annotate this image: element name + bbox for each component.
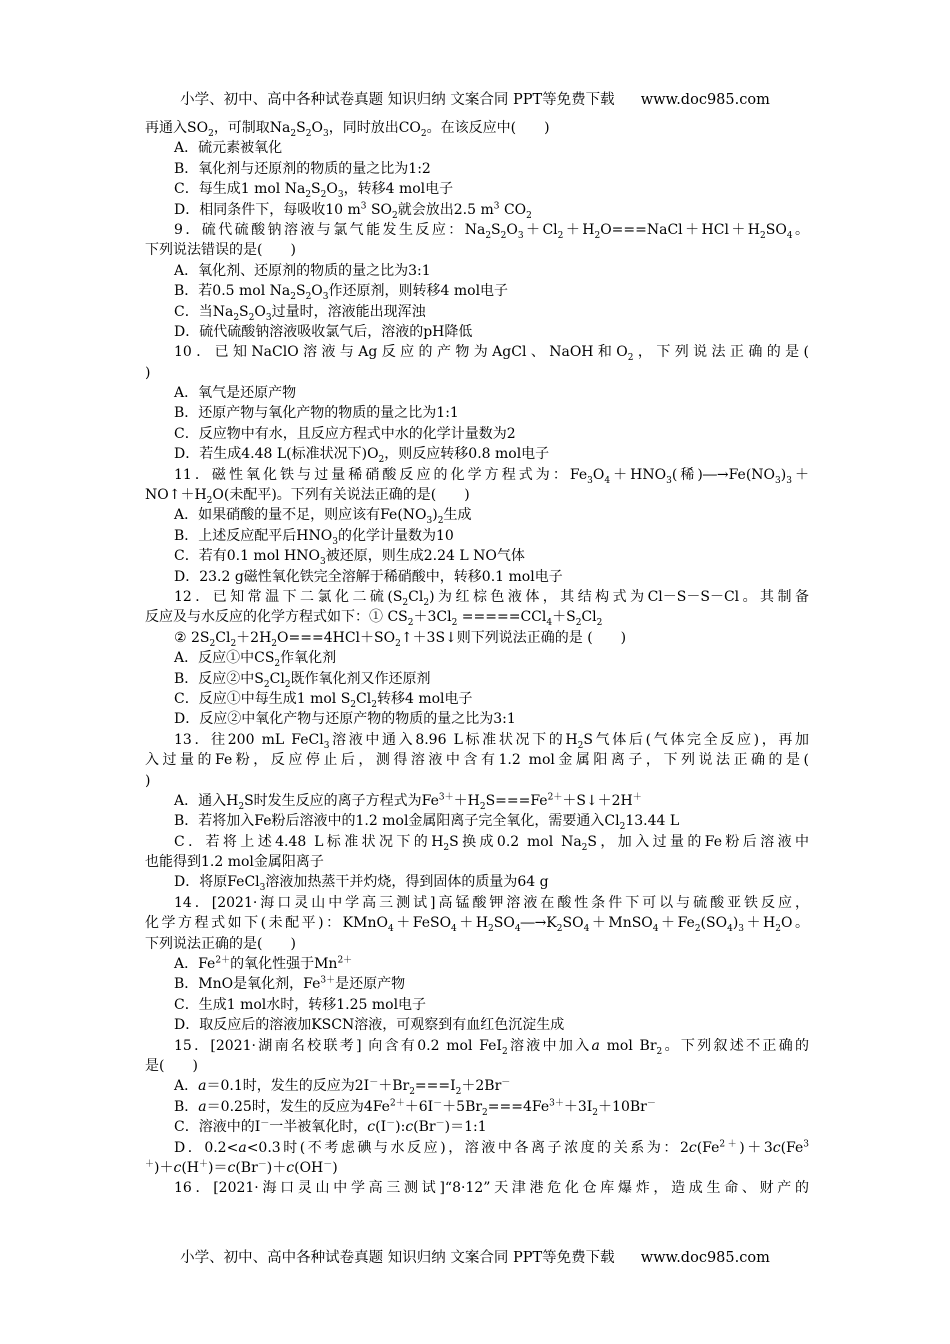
text-line: B．若0.5 mol $Na_2S_2O_3$作还原剂，则转移4 mol电子 bbox=[174, 283, 509, 302]
text-line: 再通入$SO_2$，可制取$Na_2S_2O_3$，同时放出$CO_2$。在该反应中( ) bbox=[145, 120, 550, 139]
text-line: B．氧化剂与还原剂的物质的量之比为1:2 bbox=[174, 160, 431, 177]
text-line: 11．磁性氧化铁与过量稀硝酸反应的化学方程式为：$Fe_3O_4+HNO_3$(稀)$―\to Fe(NO_3)_3+$ bbox=[174, 466, 809, 486]
text-line: B．还原产物与氧化产物的物质的量之比为1:1 bbox=[174, 405, 459, 422]
text-line: ) bbox=[145, 364, 151, 381]
text-line: D．反应②中氧化产物与还原产物的物质的量之比为3:1 bbox=[174, 711, 516, 728]
text-line: B．反应②中$S_2Cl_2$既作氧化剂又作还原剂 bbox=[174, 670, 431, 689]
text-line: A．如果硝酸的量不足，则应该有$Fe(NO_3)_2$生成 bbox=[174, 507, 472, 526]
text-line: D．0.2<a<0.3时(不考虑碘与水反应)，溶液中各离子浓度的关系为：$2c(Fe^{2+})+3c(Fe^3$ bbox=[174, 1138, 809, 1156]
text-line: A．a＝0.1时，发生的反应为$2I^-+Br_2===I_2+2Br^-$ bbox=[174, 1077, 511, 1097]
text-line: 16．[2021·海口灵山中学高三测试]“8·12”天津港危化仓库爆炸，造成生命、财产的 bbox=[174, 1180, 809, 1197]
text-line: D．23.2 g磁性氧化铁完全溶解于稀硝酸中，转移0.1 mol电子 bbox=[174, 568, 563, 585]
page-footer bbox=[0, 1246, 950, 1267]
text-line: 10．已知NaClO溶液与Ag反应的产物为AgCl、NaOH和$O_2$，下列说法正确的是( bbox=[174, 344, 809, 363]
text-line: 下列说法正确的是( ) bbox=[145, 935, 296, 952]
text-line: B．若将加入Fe粉后溶液中的1.2 mol金属阳离子完全氧化，需要通入$Cl_213.44$ L bbox=[174, 813, 680, 832]
text-line: B．上述反应配平后$HNO_3$的化学计量数为10 bbox=[174, 527, 454, 547]
page-header bbox=[0, 88, 950, 109]
text-line: 14．[2021·海口灵山中学高三测试]高锰酸钾溶液在酸性条件下可以与硫酸亚铁反应， bbox=[174, 894, 809, 911]
footer-url: www.doc985.com bbox=[640, 1250, 770, 1266]
text-line: C．当$Na_2S_2O_3$过量时，溶液能出现浑浊 bbox=[174, 303, 426, 322]
text-line: 12．已知常温下二氯化二硫$(S_2Cl_2)$为红棕色液体，其结构式为Cl－S－S－Cl。其制备 bbox=[174, 588, 809, 608]
text-line: D．相同条件下，每吸收10 $m^3$ $SO_2$就会放出2.5 $m^3$ $CO_2$ bbox=[174, 200, 532, 220]
text-line: D．取反应后的溶液加KSCN溶液，可观察到有血红色沉淀生成 bbox=[174, 1017, 565, 1034]
text-line: ② $2S_2Cl_2+2H_2O===4HCl+SO_2↑+3S↓$则下列说法正确的是 ( ) bbox=[174, 629, 627, 649]
text-line: D．将原FeCl$_3$溶液加热蒸干并灼烧，得到固体的质量为64 g bbox=[174, 874, 549, 893]
header-text: 小学、初中、高中各种试卷真题 知识归纳 文案合同 PPT等免费下载 bbox=[180, 92, 615, 108]
text-line: ) bbox=[145, 772, 151, 789]
text-line: ＋)＋c(H＋)＝c(Br－)＋c(OH－) bbox=[145, 1159, 338, 1176]
text-line: 是( ) bbox=[145, 1057, 198, 1074]
text-line: A．硫元素被氧化 bbox=[174, 140, 283, 157]
text-line: C．若有0.1 mol $HNO_3$被还原，则生成2.24 L NO气体 bbox=[174, 548, 525, 567]
text-line: C．反应①中每生成1 mol $S_2Cl_2$转移4 mol电子 bbox=[174, 690, 473, 710]
text-line: 15．[2021·湖南名校联考] 向含有0.2 mol FeI$_2$溶液中加入a mol $Br_2$。下列叙述不正确的 bbox=[174, 1037, 809, 1056]
text-line: B．a＝0.25时，发生的反应为$4Fe^{2+}+6I^-+5Br_2===4Fe^{3+}+3I_2+10Br^-$ bbox=[174, 1098, 656, 1118]
text-line: C．若将上述4.48 L标准状况下的$H_2S$换成0.2 mol $Na_2S$，加入过量的Fe粉后溶液中 bbox=[174, 833, 809, 853]
text-line: 13．往200 mL FeCl$_3$溶液中通入8.96 L标准状况下的$H_2S$气体后(气体完全反应)，再加 bbox=[174, 731, 809, 751]
text-line: A．通入$H_2S$时发生反应的离子方程式为$Fe^{3+}+H_2S===Fe^{2+}+S↓+2H^+$ bbox=[174, 792, 642, 812]
text-line: 也能得到1.2 mol金属阳离子 bbox=[145, 854, 324, 871]
text-line: 化学方程式如下(未配平)：$KMnO_4+FeSO_4+H_2SO_4―\to K_2SO_4+MnSO_4+Fe_2(SO_4)_3+H_2O$。 bbox=[145, 915, 809, 934]
text-line: A．氧化剂、还原剂的物质的量之比为3:1 bbox=[174, 262, 431, 279]
text-line: A．$Fe^{2+}$的氧化性强于$Mn^{2+}$ bbox=[174, 955, 353, 973]
document-body bbox=[145, 118, 809, 1199]
text-line: 下列说法错误的是( ) bbox=[145, 242, 296, 259]
text-line: C．每生成1 mol $Na_2S_2O_3$，转移4 mol电子 bbox=[174, 181, 454, 200]
text-line: C．生成1 mol水时，转移1.25 mol电子 bbox=[174, 996, 427, 1013]
text-line: 入过量的Fe粉，反应停止后，测得溶液中含有1.2 mol金属阳离子，下列说法正确的是( bbox=[145, 752, 809, 769]
header-url: www.doc985.com bbox=[640, 92, 770, 108]
text-line: $NO↑+H_2O$(未配平)。下列有关说法正确的是( ) bbox=[145, 487, 470, 506]
text-line: A．反应①中$CS_2$作氧化剂 bbox=[174, 650, 337, 669]
text-line: C．溶液中的I－一半被氧化时，c(I－):c(Br－)＝1:1 bbox=[174, 1118, 487, 1136]
footer-text: 小学、初中、高中各种试卷真题 知识归纳 文案合同 PPT等免费下载 bbox=[180, 1250, 615, 1266]
text-line: C．反应物中有水，且反应方程式中水的化学计量数为2 bbox=[174, 425, 516, 442]
text-line: B．MnO是氧化剂，$Fe^{3+}$是还原产物 bbox=[174, 975, 406, 993]
text-line: D．若生成4.48 L(标准状况下)$O_2$，则反应转移0.8 mol电子 bbox=[174, 446, 550, 465]
text-line: 9．硫代硫酸钠溶液与氯气能发生反应：$Na_2S_2O_3+Cl_2+H_2O===NaCl+HCl+H_2SO_4$。 bbox=[174, 221, 809, 241]
text-line: A．氧气是还原产物 bbox=[174, 385, 297, 402]
text-line: D．硫代硫酸钠溶液吸收氯气后，溶液的pH降低 bbox=[174, 323, 473, 340]
text-line: 反应及与水反应的化学方程式如下：① $CS_2+3Cl_2 =====CCl_4+S_2Cl_2$ bbox=[145, 609, 603, 628]
